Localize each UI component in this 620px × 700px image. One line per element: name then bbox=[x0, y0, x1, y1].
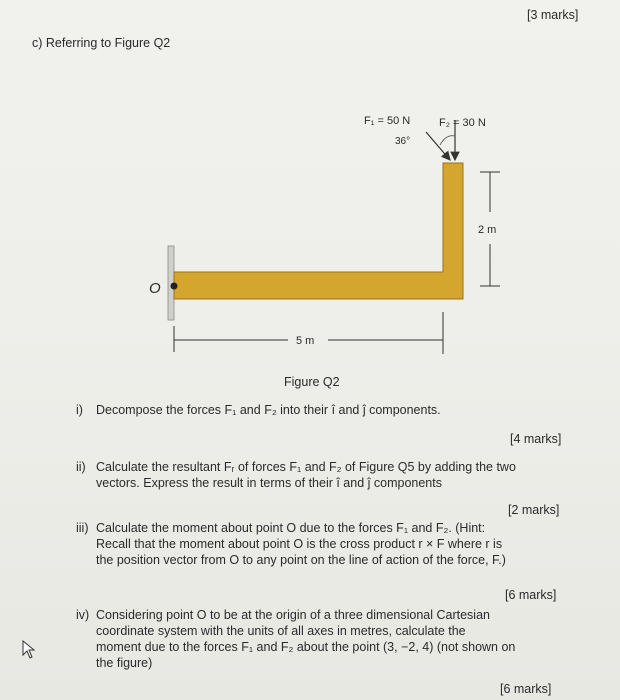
question-number: ii) bbox=[76, 460, 86, 474]
question-text-line: Considering point O to be at the origin of a three dimensional Cartesian bbox=[96, 608, 490, 622]
figure-caption: Figure Q2 bbox=[284, 375, 340, 389]
question-text-line: coordinate system with the units of all axes in metres, calculate the bbox=[96, 624, 466, 638]
question-text-line: Calculate the resultant Fᵣ of forces F₁ and F₂ of Figure Q5 by adding the two bbox=[96, 460, 516, 474]
force-f1-arrow bbox=[426, 132, 450, 160]
question-i-marks: [4 marks] bbox=[510, 432, 562, 446]
question-text-line: moment due to the forces F₁ and F₂ about the point (3, −2, 4) (not shown on bbox=[96, 640, 516, 654]
question-text-line: the figure) bbox=[96, 656, 153, 670]
mouse-pointer-icon bbox=[22, 640, 38, 660]
question-text-line: the position vector from O to any point on the line of action of the force, F.) bbox=[96, 553, 506, 567]
l-shaped-beam bbox=[174, 163, 463, 299]
question-number: iv) bbox=[76, 608, 90, 622]
f1-label: F₁ = 50 N bbox=[364, 115, 411, 127]
question-text-line: Calculate the moment about point O due to the forces F₁ and F₂. (Hint: bbox=[96, 521, 486, 535]
origin-label: O bbox=[149, 280, 161, 297]
angle-label: 36° bbox=[395, 136, 411, 147]
question-ii-marks: [2 marks] bbox=[508, 503, 560, 517]
question-iv-marks: [6 marks] bbox=[500, 682, 552, 696]
length-label: 5 m bbox=[296, 335, 315, 347]
height-label: 2 m bbox=[478, 224, 497, 236]
origin-point bbox=[171, 283, 178, 290]
question-number: iii) bbox=[76, 521, 89, 535]
question-text-line: Recall that the moment about point O is the cross product r × F where r is bbox=[96, 537, 503, 551]
question-text-line: vectors. Express the result in terms of their î and ĵ components bbox=[96, 476, 442, 490]
question-number: i) bbox=[76, 403, 83, 417]
angle-arc bbox=[440, 136, 455, 145]
f2-label: F₂ = 30 N bbox=[439, 117, 486, 129]
part-c-heading: c) Referring to Figure Q2 bbox=[32, 36, 171, 50]
question-iii-marks: [6 marks] bbox=[505, 588, 557, 602]
question-text-line: Decompose the forces F₁ and F₂ into their î and ĵ components. bbox=[96, 403, 441, 417]
top-marks: [3 marks] bbox=[527, 8, 579, 22]
